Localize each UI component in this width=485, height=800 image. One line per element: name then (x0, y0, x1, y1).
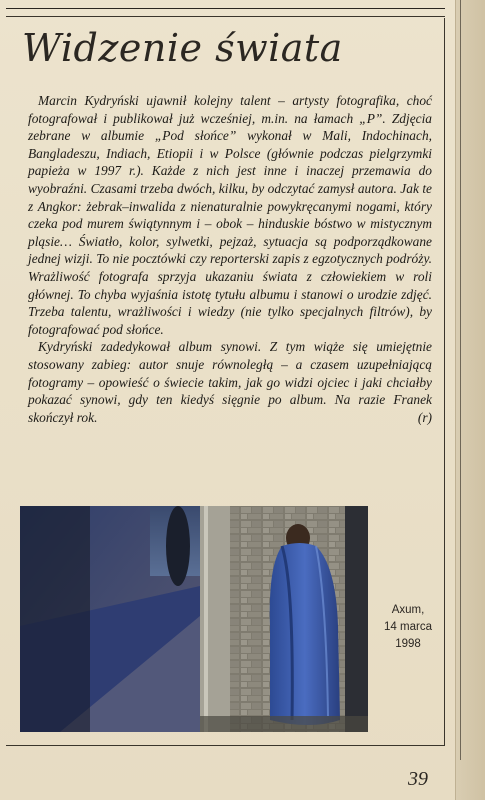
caption-year: 1998 (395, 638, 421, 650)
caption-place: Axum, (391, 604, 425, 616)
photo-caption (376, 602, 440, 653)
page-number: 39 (408, 768, 428, 790)
caption-date: 14 marca (384, 621, 432, 633)
top-rule (6, 8, 445, 9)
article-paragraph-2 (28, 338, 432, 426)
article-paragraph-1: Marcin Kydryński ujawnił kolejny talent – artysty fotografika, choć fotografował i publikował już wcześniej, m.in. na łamach „P”. Zdjęcia zebrane w albumie „Pod słońce” wykonał w Mali, Indochinach, Bangladeszu, Indiach, Etiopii i w Polsce (głównie podczas pielgrzymki papieża w 1997 r.). Każde z nich jest inne i inaczej przemawia do wyobraźni. Czasami trzeba dwóch, kilku, by odczytać zamysł autora. Jak te z Angkor: żebrak–inwalida z nienaturalnie powykręcanymi nogami, który czeka pod murem świątynnym i – obok – hinduskie bóstwo w mistycznym pląsie… Światło, kolor, sylwetki, pejzaż, sytuacja są podporządkowane jednej wizji. To nie pocztówki czy reporterski zapis z egzotycznych podróży. Wrażliwość fotografa sprzyja ukazaniu świata z człowiekiem w roli głównej. To chyba wyjaśnia istotę tytułu albumu i stanowi o urodzie zdjęć. Trzeba talentu, wrażliwości i wiedzy (nie tylko specjalnych filtrów), by fotografować pod słońce. (28, 93, 432, 337)
author-signature: (r) (417, 409, 432, 425)
frame-bottom-border (6, 745, 445, 746)
page-edge-line (460, 0, 461, 760)
article-body (28, 92, 432, 426)
photo-image (20, 506, 368, 732)
article-title: Widzenie świata (22, 26, 343, 70)
article-photo (20, 506, 368, 732)
frame-top-border (6, 16, 445, 17)
article-paragraph-2-text: Kydryński zadedykował album synowi. Z tym wiąże się umiejętnie stosowany zabieg: autor snuje równoległą – a czasem uzupełniającą fotogramy – opowieść o świecie takim, jak go widzi ojciec i jaki chciałby pokazać synowi, gdy ten kiedyś sięgnie po album. Na razie Franek skończył rok. (28, 339, 432, 425)
